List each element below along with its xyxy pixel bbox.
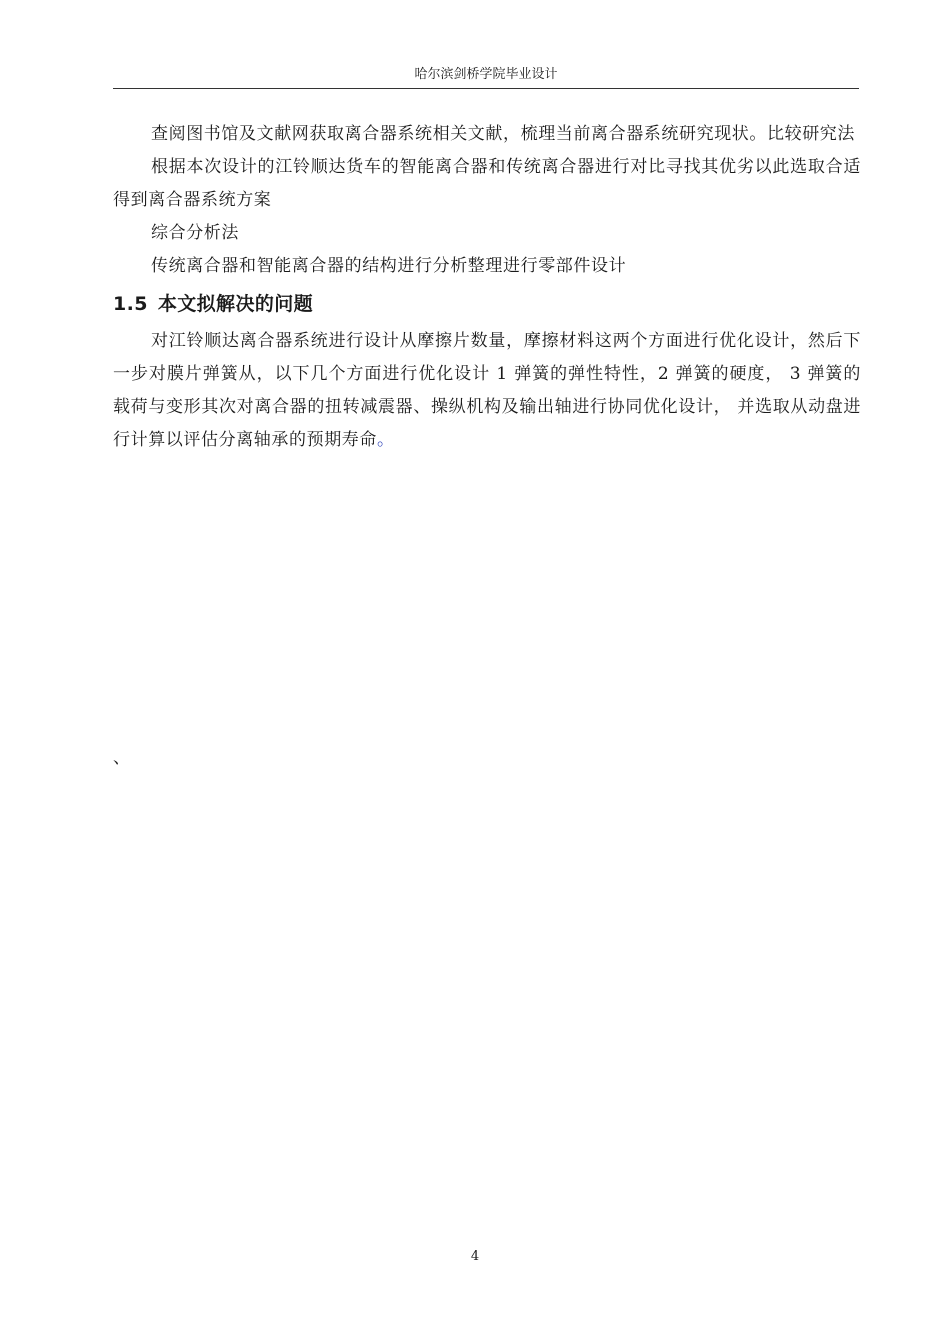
section-paragraph bbox=[113, 325, 861, 457]
document-body bbox=[113, 118, 861, 457]
page-number: 4 bbox=[470, 1249, 480, 1264]
paragraph-component-design: 传统离合器和智能离合器的结构进行分析整理进行零部件设计 bbox=[151, 256, 627, 276]
section-paragraph-text: 对江铃顺达离合器系统进行设计从摩擦片数量，摩擦材料这两个方面进行优化设计，然后下一步对膜片弹簧从，以下几个方面进行优化设计 1 弹簧的弹性特性，2 弹簧的硬度， 3 弹簧的载荷与变形其次对离合器的扭转减震器、操纵机构及输出轴进行协同优化设计， 并选取从动盘进行计算以评估分离轴承的预期寿命 bbox=[113, 331, 861, 450]
stray-punctuation-mark: 、 bbox=[113, 748, 130, 768]
paragraph-comparison-method: 根据本次设计的江铃顺达货车的智能离合器和传统离合器进行对比寻找其优劣以此选取合适得到离合器系统方案 bbox=[113, 157, 861, 210]
paragraph-literature-review: 查阅图书馆及文献网获取离合器系统相关文献，梳理当前离合器系统研究现状。比较研究法 bbox=[151, 124, 855, 144]
section-paragraph-end-mark: 。 bbox=[377, 430, 395, 450]
section-title: 本文拟解决的问题 bbox=[157, 293, 314, 315]
section-heading bbox=[113, 283, 861, 325]
paragraph-analysis-method-label: 综合分析法 bbox=[151, 223, 239, 243]
header-title: 哈尔滨剑桥学院毕业设计 bbox=[414, 67, 558, 82]
section-number: 1.5 bbox=[113, 293, 148, 315]
page-header bbox=[113, 66, 859, 89]
